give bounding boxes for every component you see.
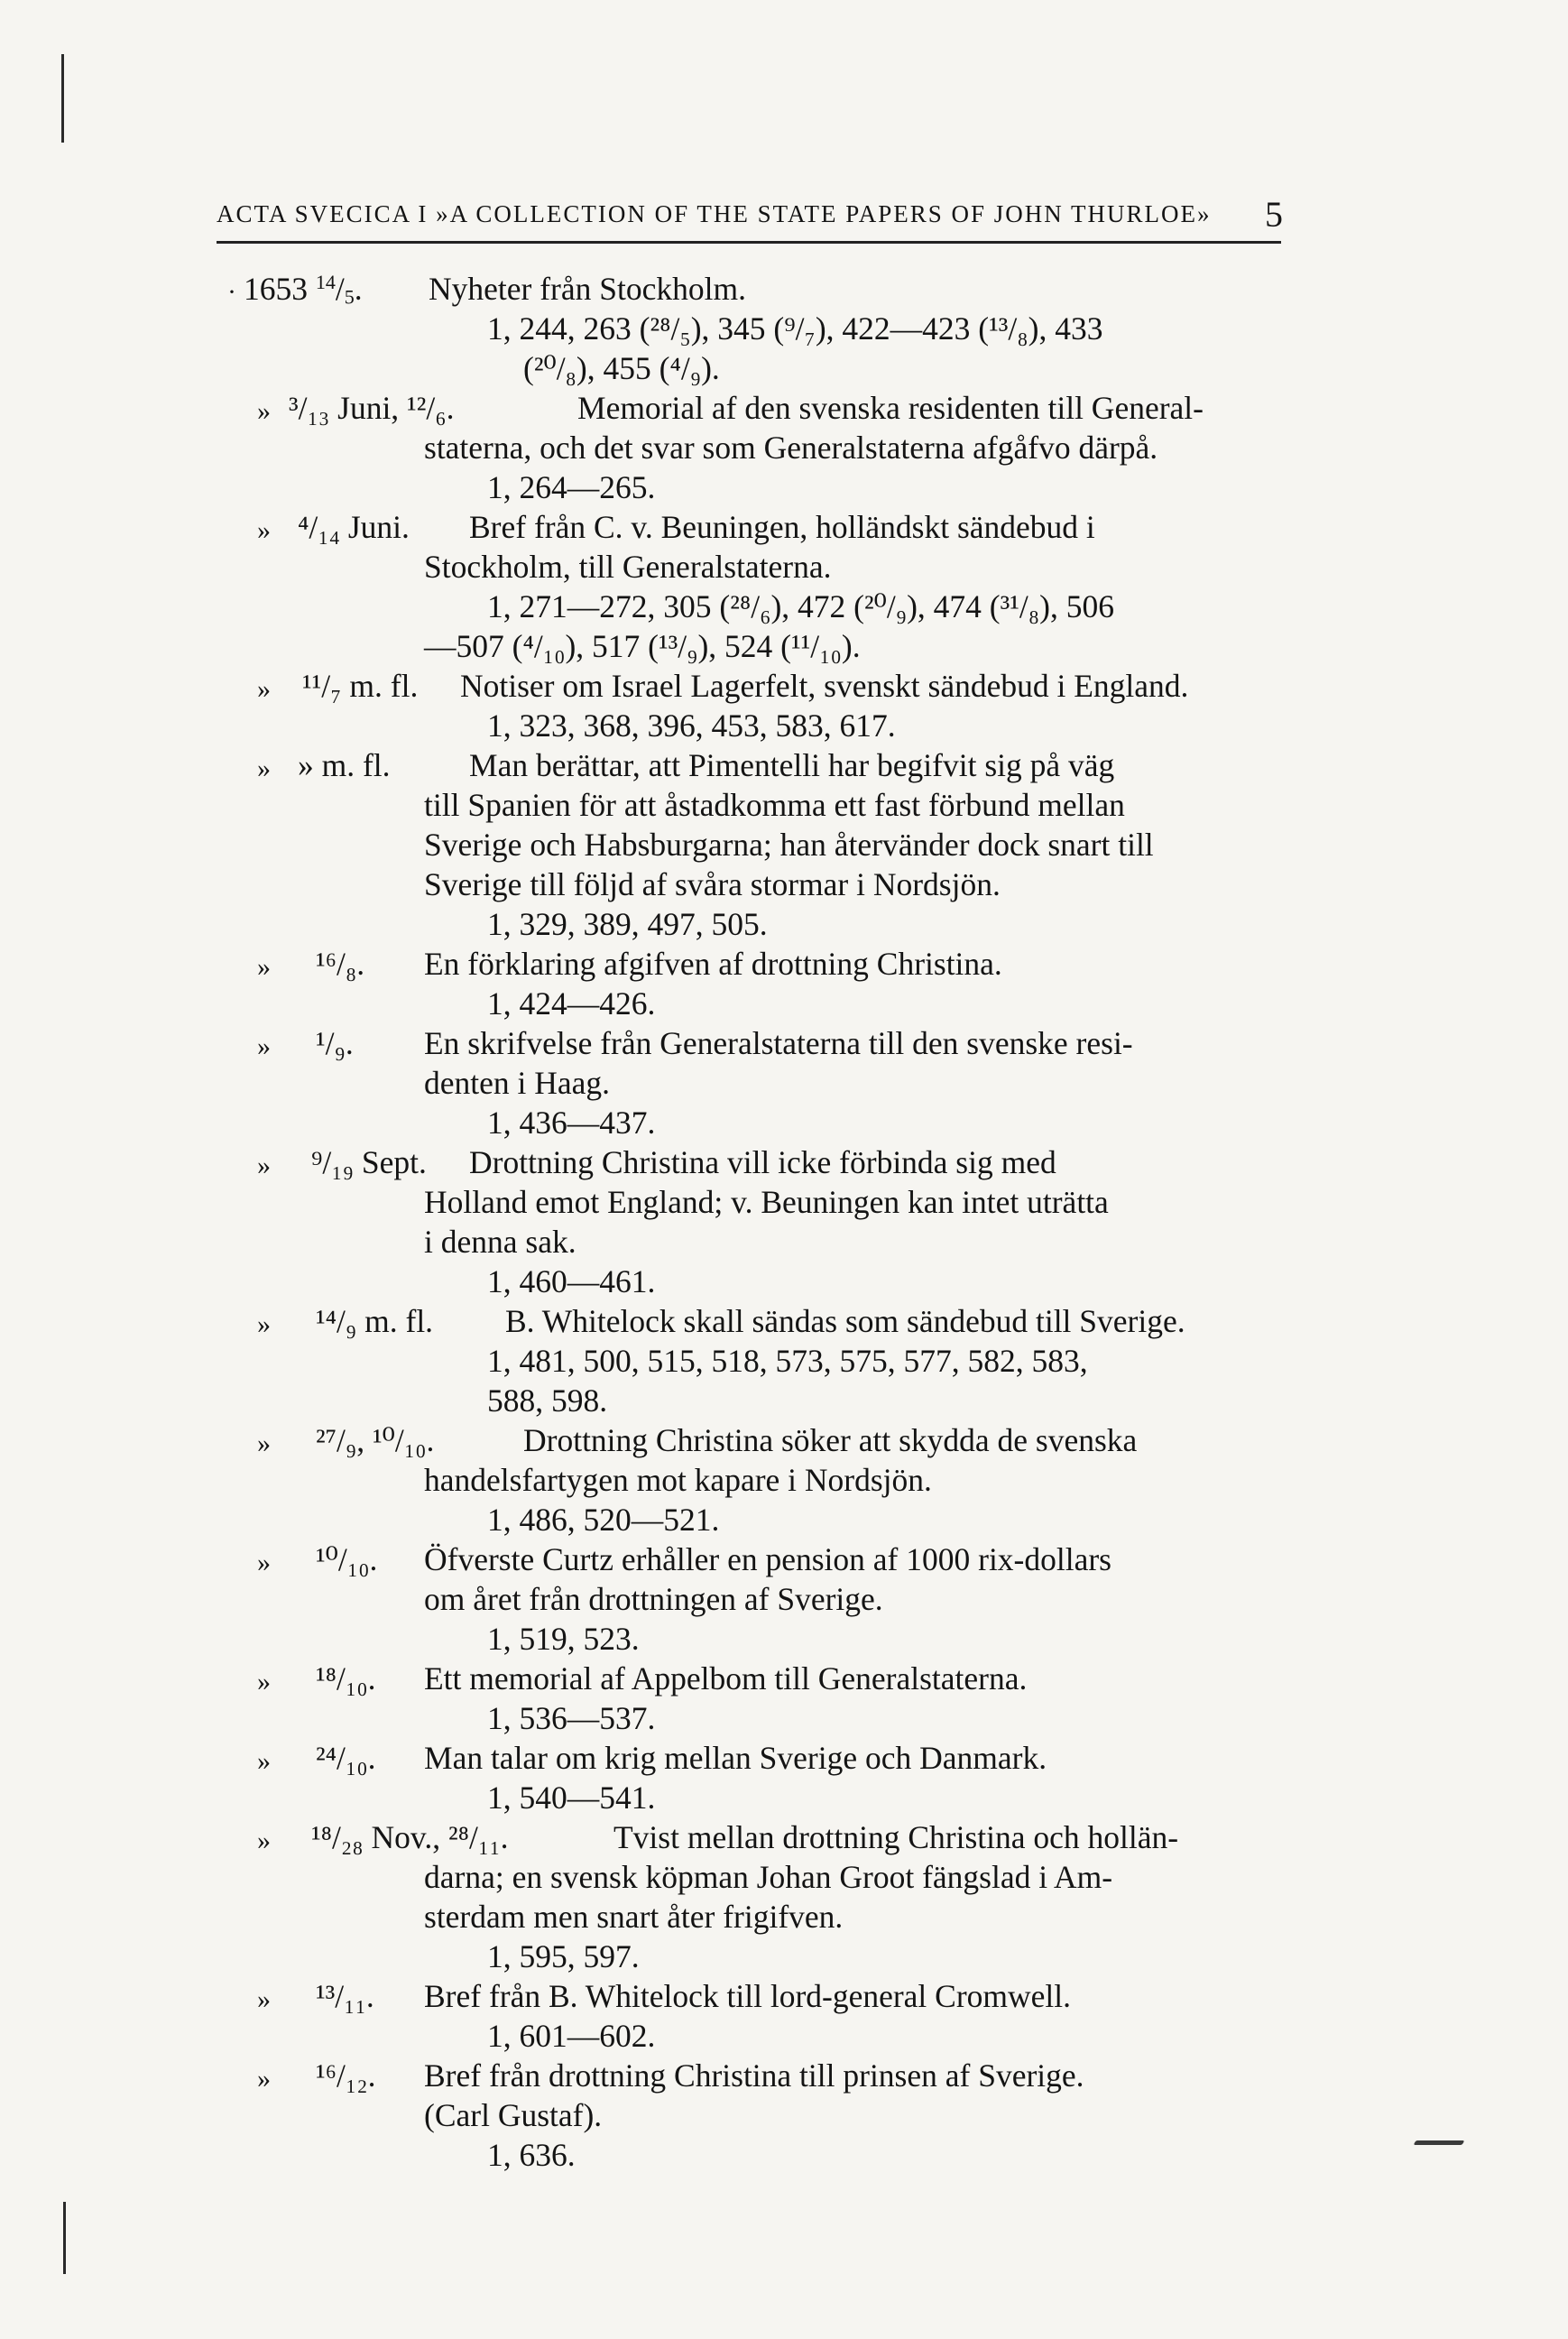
ditto-mark: » (257, 1548, 271, 1577)
ditto-mark: » (257, 952, 271, 982)
entry-text: Memorial af den svenska residenten till General- (577, 390, 1204, 426)
entry-date: ¹⁶/₈. (316, 946, 365, 982)
entry-text: staterna, och det svar som Generalstaterna afgåfvo därpå. (424, 430, 1158, 466)
entry-text: En skrifvelse från Generalstaterna till den svenske resi- (424, 1025, 1133, 1061)
entry-date: ¹⁸/₂₈ Nov., ²⁸/₁₁. (311, 1819, 509, 1855)
reference-line: 1, 264—265. (487, 469, 656, 505)
entry-date: ¹⁴/₉ m. fl. (316, 1303, 434, 1339)
reference-line: 1, 323, 368, 396, 453, 583, 617. (487, 707, 896, 744)
entry-text: Stockholm, till Generalstaterna. (424, 549, 832, 585)
reference-line: 1, 481, 500, 515, 518, 573, 575, 577, 582, 583, (487, 1343, 1088, 1379)
reference-line: (²⁰/₈), 455 (⁴/₉). (523, 350, 720, 386)
entry-date: ⁴/₁₄ Juni. (298, 509, 410, 545)
ditto-mark: » (257, 1151, 271, 1180)
reference-line: 1, 486, 520—521. (487, 1502, 720, 1538)
entry-text: Sverige och Habsburgarna; han återvänder dock snart till (424, 827, 1154, 863)
ditto-mark: » (257, 1428, 271, 1458)
entry-text: handelsfartygen mot kapare i Nordsjön. (424, 1462, 932, 1498)
scan-edge-mark (63, 2202, 66, 2274)
entry-text: (Carl Gustaf). (424, 2097, 603, 2133)
reference-line: 1, 601—602. (487, 2018, 656, 2054)
scan-edge-mark (61, 54, 64, 143)
entry-text: B. Whitelock skall sändas som sändebud till Sverige. (505, 1303, 1185, 1339)
ditto-mark: » (257, 1746, 271, 1776)
page-number: 5 (1265, 194, 1283, 235)
page-header (217, 194, 1283, 244)
leading-dot: · (227, 277, 236, 307)
entry-text: Tvist mellan drottning Christina och hollän- (613, 1819, 1179, 1855)
entry-text: sterdam men snart åter frigifven. (424, 1899, 844, 1935)
entry-text: Notiser om Israel Lagerfelt, svenskt sändebud i England. (460, 668, 1189, 704)
ditto-mark: » (257, 1309, 271, 1339)
reference-line: 1, 540—541. (487, 1780, 656, 1816)
entry-text: Man berättar, att Pimentelli har begifvit sig på väg (469, 747, 1115, 783)
entry-text: Man talar om krig mellan Sverige och Danmark. (424, 1740, 1047, 1776)
ditto-mark: » (257, 674, 271, 704)
day: 14 (315, 270, 336, 293)
entry-date: ¹¹/₇ m. fl. (302, 668, 419, 704)
ditto-mark: » (257, 1826, 271, 1855)
reference-line: 1, 424—426. (487, 985, 656, 1022)
ditto-mark: » (257, 1667, 271, 1696)
reference-line: 1, 436—437. (487, 1105, 656, 1141)
entry-text: Holland emot England; v. Beuningen kan intet uträtta (424, 1184, 1109, 1220)
reference-line: 1, 595, 597. (487, 1938, 640, 1974)
entry-text: i denna sak. (424, 1224, 576, 1260)
entry-date: ⁹/₁₉ Sept. (311, 1144, 427, 1180)
entry-date: 1653 $^{14}/_5$. (244, 270, 363, 309)
entry-text: En förklaring afgifven af drottning Christina. (424, 946, 1002, 982)
month: 5 (344, 285, 355, 309)
entry-date: ¹⁰/₁₀. (316, 1541, 378, 1577)
entry-date: ²⁴/₁₀. (316, 1740, 376, 1776)
reference-line: 1, 460—461. (487, 1263, 656, 1299)
ditto-mark: » (257, 396, 271, 426)
reference-line: 1, 271—272, 305 (²⁸/₆), 472 (²⁰/₉), 474 (³¹/₈), 506 (487, 588, 1114, 624)
reference-line: —507 (⁴/₁₀), 517 (¹³/₉), 524 (¹¹/₁₀). (424, 628, 861, 664)
ditto-mark: » (257, 753, 271, 783)
entry-text: Bref från B. Whitelock till lord-general Cromwell. (424, 1978, 1072, 2014)
entry-date: ²⁷/₉, ¹⁰/₁₀. (316, 1422, 435, 1458)
ditto-mark: » (257, 2064, 271, 2094)
reference-line: 1, 244, 263 (²⁸/₅), 345 (⁹/₇), 422—423 (¹³/₈), 433 (487, 310, 1103, 347)
entry-text: darna; en svensk köpman Johan Groot fängslad i Am- (424, 1859, 1113, 1895)
entry-date: » m. fl. (298, 747, 391, 783)
entry-text: Bref från C. v. Beuningen, holländskt sändebud i (469, 509, 1095, 545)
entry-text: Öfverste Curtz erhåller en pension af 1000 rix-dollars (424, 1541, 1112, 1577)
ditto-mark: » (257, 1031, 271, 1061)
ink-stroke-mark (1414, 2140, 1465, 2145)
ditto-mark: » (257, 1984, 271, 2014)
entry-date: ¹³/₁₁. (316, 1978, 374, 2014)
entry-text: till Spanien för att åstadkomma ett fast förbund mellan (424, 787, 1125, 823)
entry-text: Sverige till följd af svåra stormar i Nordsjön. (424, 866, 1001, 902)
ditto-mark: » (257, 515, 271, 545)
entry-text: Bref från drottning Christina till prinsen af Sverige. (424, 2057, 1084, 2094)
entry-date: ³/₁₃ Juni, ¹²/₆. (289, 390, 455, 426)
entry-title: Nyheter från Stockholm. (429, 271, 746, 307)
entry-text: Ett memorial af Appelbom till Generalstaterna. (424, 1660, 1028, 1696)
running-head: ACTA SVECICA I »A COLLECTION OF THE STATE PAPERS OF JOHN THURLOE» (217, 200, 1212, 227)
year: 1653 (244, 271, 308, 307)
entry-date: ¹⁶/₁₂. (316, 2057, 376, 2094)
reference-line: 1, 636. (487, 2137, 576, 2173)
reference-line: 1, 329, 389, 497, 505. (487, 906, 768, 942)
reference-line: 588, 598. (487, 1382, 608, 1419)
entry-date: ¹⁸/₁₀. (316, 1660, 376, 1696)
entry-text: om året från drottningen af Sverige. (424, 1581, 883, 1617)
entry-text: Drottning Christina vill icke förbinda sig med (469, 1144, 1056, 1180)
reference-line: 1, 536—537. (487, 1700, 656, 1736)
entry-text: Drottning Christina söker att skydda de svenska (523, 1422, 1138, 1458)
entry-date: ¹/₉. (316, 1025, 354, 1061)
entry-text: denten i Haag. (424, 1065, 611, 1101)
reference-line: 1, 519, 523. (487, 1621, 640, 1657)
